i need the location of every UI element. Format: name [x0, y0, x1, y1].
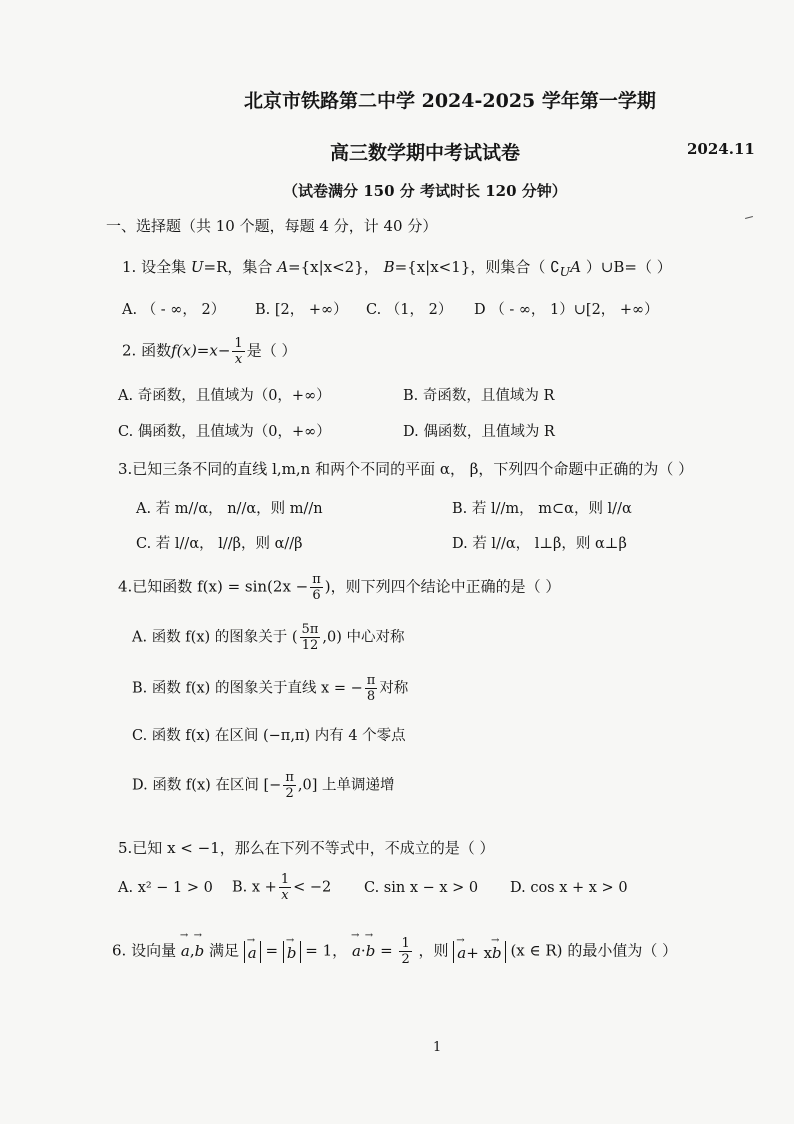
- question-4-option-d: D. 函数 f(x) 在区间 [− $\frac{\pi}{2}$ ,0] 上单调递增: [132, 770, 395, 801]
- question-5-option-c: C. sin x − x > 0: [364, 880, 479, 896]
- exam-info: （试卷满分 150 分 考试时长 120 分钟）: [283, 182, 567, 200]
- question-2-option-b: B. 奇函数，且值域为 R: [403, 388, 555, 404]
- question-2-option-a: A. 奇函数，且值域为（0，+∞）: [118, 388, 331, 404]
- question-3-option-d: D. 若 l//α， l⊥β，则 α⊥β: [452, 536, 627, 552]
- page-number: 1: [433, 1040, 442, 1055]
- question-4-option-b: B. 函数 f(x) 的图象关于直线 x = − $\frac{\pi}{8}$ 对称: [132, 673, 409, 704]
- question-2-option-d: D. 偶函数，且值域为 R: [403, 424, 555, 440]
- question-3-option-b: B. 若 l//m， m⊂α，则 l//α: [452, 501, 632, 517]
- exam-date: 2024.11: [687, 140, 755, 158]
- question-1-option-c: C. （1， 2）: [366, 302, 453, 318]
- question-5-option-a: A. x² − 1 > 0: [118, 880, 213, 896]
- question-4-option-a: A. 函数 f(x) 的图象关于 ( $\frac{5\pi}{12}$ ,0) 中心对称: [132, 622, 405, 653]
- scan-mark: [745, 216, 753, 219]
- section-heading: 一、选择题（共 10 个题，每题 4 分，计 40 分）: [106, 217, 438, 235]
- question-4-option-c: C. 函数 f(x) 在区间 (−π,π) 内有 4 个零点: [132, 728, 406, 744]
- question-2-stem: 2. 函数f(x)=x− $\frac{1}{x}$ 是（ ）: [122, 336, 297, 367]
- question-5-option-b: B. x + $\frac{1}{x}$ < −2: [232, 872, 332, 903]
- question-1-option-b: B. [2， +∞）: [255, 302, 348, 318]
- question-2-option-c: C. 偶函数，且值域为（0，+∞）: [118, 424, 331, 440]
- question-3-option-c: C. 若 l//α， l//β，则 α//β: [136, 536, 303, 552]
- question-1-option-a: A. （ - ∞， 2）: [122, 302, 226, 318]
- question-3-stem: 3.已知三条不同的直线 l,m,n 和两个不同的平面 α， β，下列四个命题中正确的为（ ）: [118, 460, 694, 478]
- exam-title: 高三数学期中考试试卷: [330, 142, 521, 164]
- question-6-stem: 6. 设向量 → a,→ b 满足 → a = → b = 1， → a·→ b = $\frac{1}{2}$ ，则 → a+ x→ b (x ∈ R) 的最小值为（ ）: [112, 936, 677, 967]
- question-5-option-d: D. cos x + x > 0: [510, 880, 628, 896]
- question-1-stem: 1. 设全集 U=R，集合 A={x|x<2}， B={x|x<1}，则集合（ $∁_UA$ ）∪B=（ ）: [122, 258, 672, 279]
- question-4-stem: 4.已知函数 f(x) = sin(2x − $\frac{\pi}{6}$ )，则下列四个结论中正确的是（ ）: [118, 572, 561, 603]
- question-5-stem: 5.已知 x < −1，那么在下列不等式中，不成立的是（ ）: [118, 839, 495, 857]
- school-title: 北京市铁路第二中学 2024-2025 学年第一学期: [244, 90, 656, 112]
- question-3-option-a: A. 若 m//α， n//α，则 m//n: [136, 501, 323, 517]
- question-1-option-d: D （ - ∞， 1）∪[2， +∞）: [474, 302, 659, 318]
